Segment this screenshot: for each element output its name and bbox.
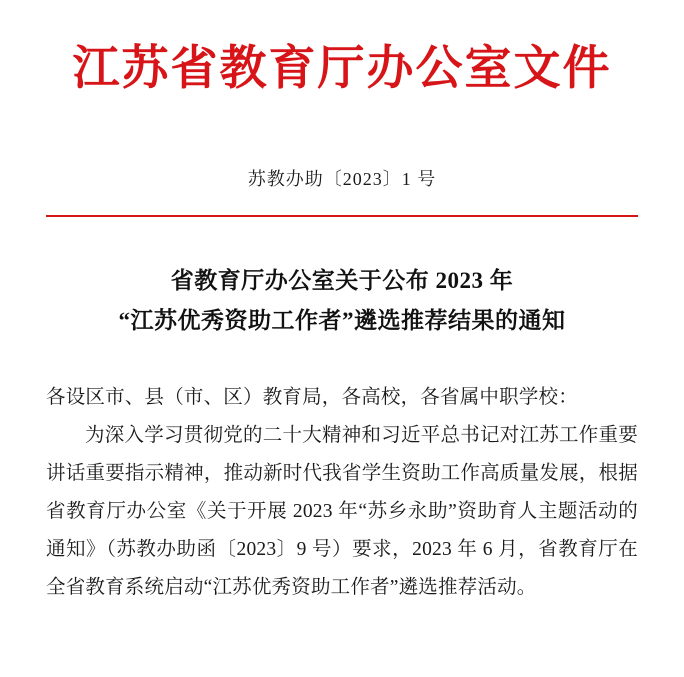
salutation: 各设区市、县（市、区）教育局，各高校，各省属中职学校：: [46, 387, 578, 409]
document-body: [46, 417, 638, 607]
document-header-title: 江苏省教育厅办公室文件: [72, 41, 612, 96]
subject-line-1: 省教育厅办公室关于公布 2023 年: [170, 267, 514, 293]
body-paragraph: 为深入学习贯彻党的二十大精神和习近平总书记对江苏工作重要讲话重要指示精神，推动新时代我省学生资助工作高质量发展，根据省教育厅办公室《关于开展 2023 年“苏乡永助”资助育人主题活动的通知》（苏教办助函〔2023〕9 号）要求，2023 年 6 月，省教育厅在全省教育系统启动“江苏优秀资助工作者”遴选推荐活动。: [46, 425, 638, 599]
document-number: 苏教办助〔2023〕1 号: [247, 168, 437, 189]
document-header: [46, 0, 638, 99]
subject-line-2: “江苏优秀资助工作者”遴选推荐结果的通知: [118, 308, 566, 333]
document-subject: [46, 261, 638, 342]
red-divider-rule: [46, 215, 638, 217]
